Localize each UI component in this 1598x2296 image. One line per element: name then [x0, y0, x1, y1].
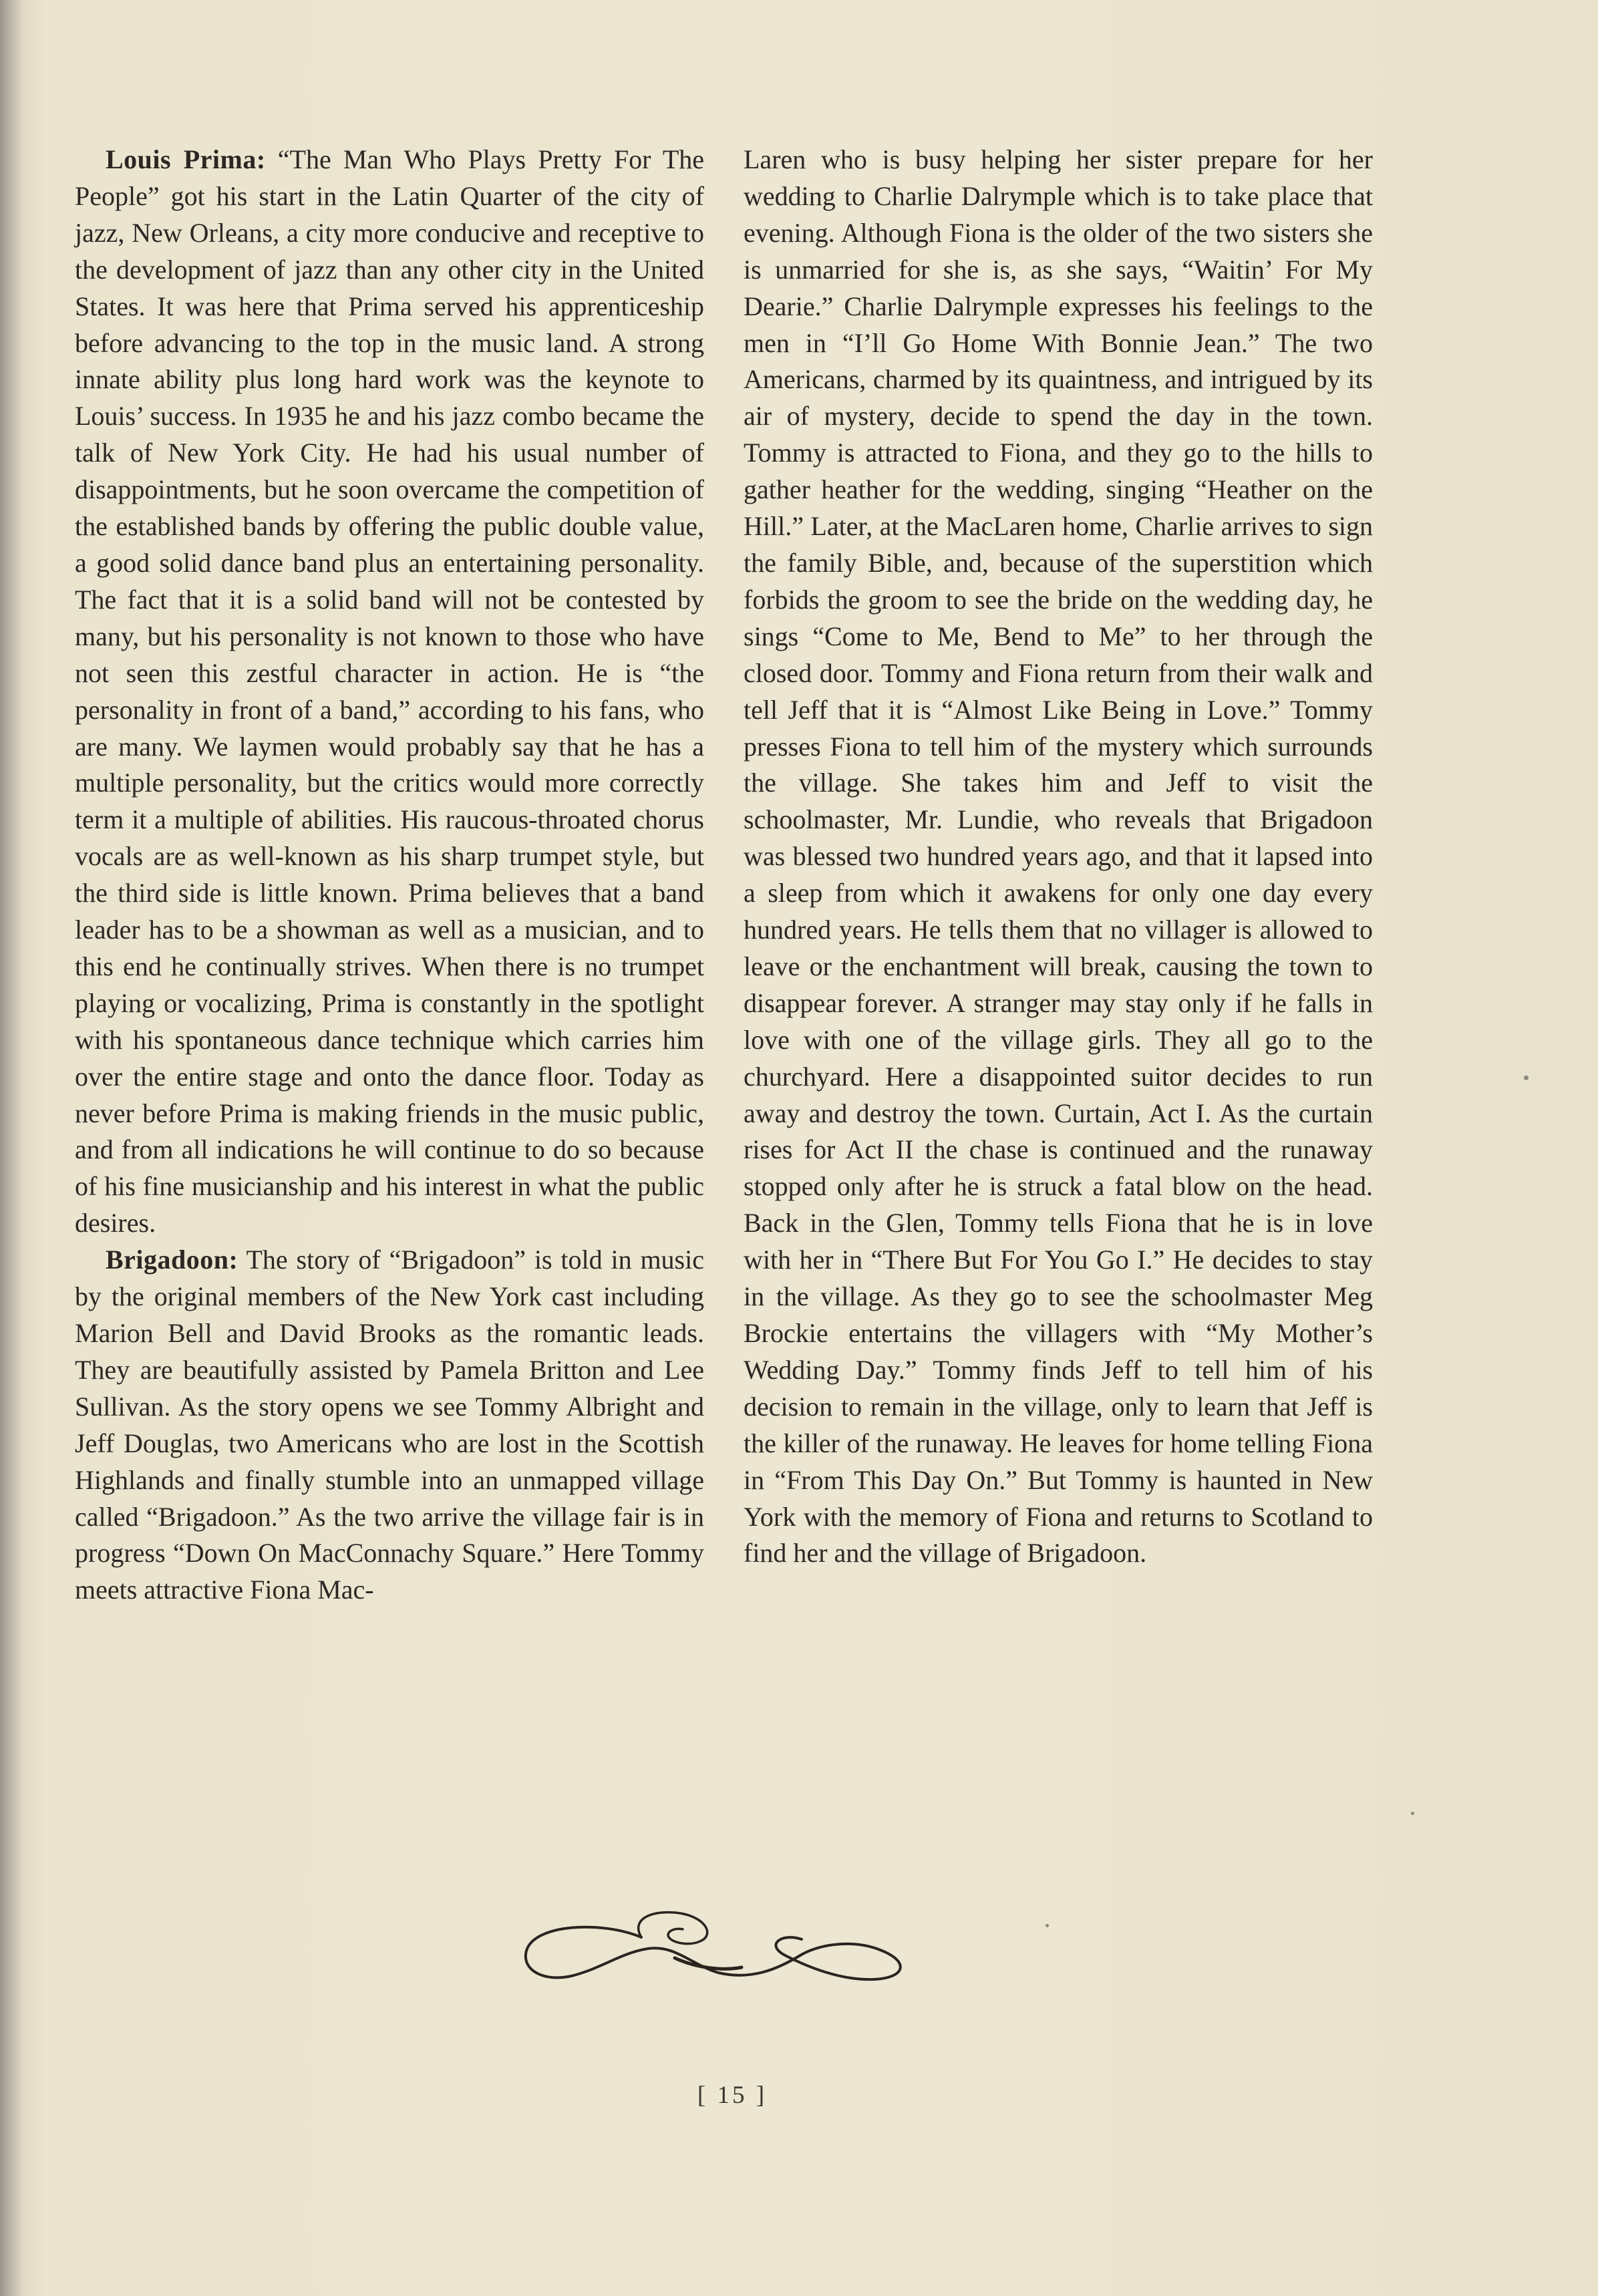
right-column [744, 142, 1373, 1572]
heading-brigadoon: Brigadoon: [106, 1245, 238, 1275]
paragraph-brigadoon [75, 1242, 704, 1609]
body-louis-prima: “The Man Who Plays Pretty For The People” got his start in the Latin Quarter of the city of jazz, New Orleans, a city more conducive and receptive to the development of jazz than any other city in the United States. It was here that Prima served his apprenticeship before advancing to the top in the music land. A strong innate ability plus long hard work was the keynote to Louis’ success. In 1935 he and his jazz combo became the talk of New York City. He had his usual number of disappointments, but he soon overcame the competition of the established bands by offering the public double value, a good solid dance band plus an entertaining personality. The fact that it is a solid band will not be contested by many, but his personality is not known to those who have not seen this zestful character in action. He is “the personality in front of a band,” according to his fans, who are many. We laymen would probably say that he has a multiple personality, but the critics would more correctly term it a multiple of abilities. His raucous-throated chorus vocals are as well-known as his sharp trumpet style, but the third side is little known. Prima believes that a band leader has to be a showman as well as a musician, and to this end he continually strives. When there is no trumpet playing or vocalizing, Prima is constantly in the spotlight with his spontaneous dance technique which carries him over the entire stage and onto the dance floor. Today as never before Prima is making friends in the music public, and from all indications he will continue to do so because of his fine musicianship and his interest in what the public desires. [75, 144, 705, 1239]
paragraph-louis-prima [75, 142, 704, 1242]
body-brigadoon-part1: The story of “Brigadoon” is told in music by the original members of the New York cast including Marion Bell and David Brooks as the romantic leads. They are beautifully assisted by Pamela Britton and Lee Sullivan. As the story opens we see Tommy Albright and Jeff Douglas, two Americans who are lost in the Scottish Highlands and finally stumble into an unmapped village called “Brigadoon.” As the two arrive the village fair is in progress “Down On MacConnachy Square.” Here Tommy meets attractive Fiona Mac- [75, 1245, 704, 1605]
page-number: [ 15 ] [697, 2082, 768, 2109]
flourish-ornament-icon [521, 1907, 922, 2007]
paper-speck [1046, 1924, 1049, 1927]
left-column [75, 142, 704, 1609]
body-brigadoon-part2: Laren who is busy helping her sister prepare for her wedding to Charlie Dalrymple which is to take place that evening. Although Fiona is the older of the two sisters she is unmarried for she is, as she says, “Waitin’ For My Dearie.” Charlie Dalrymple expresses his feelings to the men in “I’ll Go Home With Bonnie Jean.” The two Americans, charmed by its quaintness, and intrigued by its air of mystery, decide to spend the day in the town. Tommy is attracted to Fiona, and they go to the hills to gather heather for the wedding, singing “Heather on the Hill.” Later, at the MacLaren home, Charlie arrives to sign the family Bible, and, because of the superstition which forbids the groom to see the bride on the wedding day, he sings “Come to Me, Bend to Me” to her through the closed door. Tommy and Fiona return from their walk and tell Jeff that it is “Almost Like Being in Love.” Tommy presses Fiona to tell him of the mystery which surrounds the village. She takes him and Jeff to visit the schoolmaster, Mr. Lundie, who reveals that Brigadoon was blessed two hundred years ago, and that it lapsed into a sleep from which it awakens for only one day every hundred years. He tells them that no villager is allowed to leave or the enchantment will break, causing the town to disappear forever. A stranger may stay only if he falls in love with one of the village girls. They all go to the churchyard. Here a disappointed suitor decides to run away and destroy the town. Curtain, Act I. As the curtain rises for Act II the chase is continued and the runaway stopped only after he is struck a fatal blow on the head. Back in the Glen, Tommy tells Fiona that he is in love with her in “There But For You Go I.” He decides to stay in the village. As they go to see the schoolmaster Meg Brockie entertains the villagers with “My Mother’s Wedding Day.” Tommy finds Jeff to tell him of his decision to remain in the village, only to learn that Jeff is the killer of the runaway. He leaves for home telling Fiona in “From This Day On.” But Tommy is haunted in New York with the memory of Fiona and returns to Scotland to find her and the village of Brigadoon. [744, 144, 1373, 1569]
paper-speck [1411, 1812, 1414, 1815]
heading-louis-prima: Louis Prima: [106, 144, 266, 174]
paragraph-brigadoon-continued [744, 142, 1373, 1572]
paper-speck [1524, 1076, 1529, 1080]
